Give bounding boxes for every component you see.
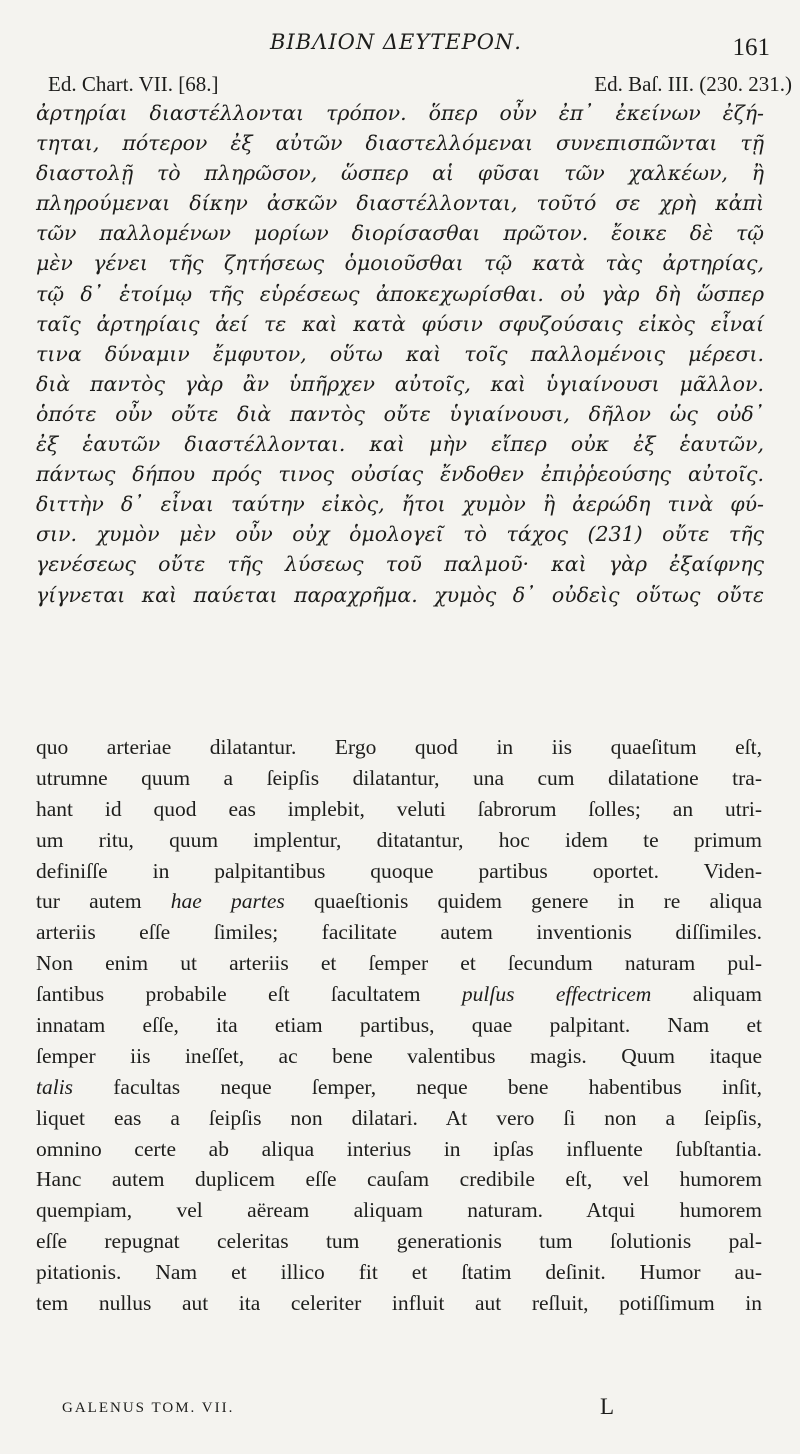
running-title: ΒΙΒΛΙΟΝ ΔΕΥΤΕΡΟΝ.	[270, 30, 522, 54]
latin-text-line	[36, 1041, 762, 1072]
greek-text-block	[36, 98, 764, 610]
latin-text-segment: aliquam	[651, 982, 762, 1007]
latin-text-segment: liquet eas a ſeipſis non dilatari. At vero ſi non a ſeipſis,	[36, 1105, 762, 1130]
greek-text-line: διὰ παντὸς γὰρ ἂν ὑπῆρχεν αὐτοῖς, καὶ ὑγιαίνουσι μᾶλλον.	[36, 371, 764, 396]
latin-text-line	[36, 1257, 762, 1288]
latin-text-line	[36, 917, 762, 948]
latin-text-segment: innatam eſſe, ita etiam partibus, quae palpitant. Nam et	[36, 1013, 762, 1038]
latin-text-line	[36, 1103, 762, 1134]
latin-text-segment: arteriis eſſe ſimiles; facilitate autem inventionis diſſimiles.	[36, 920, 762, 945]
latin-text-segment: Non enim ut arteriis et ſemper et ſecundum naturam pul-	[36, 951, 762, 976]
greek-text-line: γενέσεως οὔτε τῆς λύσεως τοῦ παλμοῦ· καὶ γὰρ ἐξαίφνης	[36, 552, 764, 577]
latin-text-line	[36, 794, 762, 825]
latin-text-line	[36, 825, 762, 856]
page-number: 161	[732, 34, 770, 61]
latin-text-line	[36, 1134, 762, 1165]
latin-text-line	[36, 763, 762, 794]
greek-text-line: σιν. χυμὸν μὲν οὖν οὐχ ὁμολογεῖ τὸ τάχος (231) οὔτε τῆς	[36, 522, 764, 547]
latin-italic-phrase: hae partes	[170, 889, 285, 914]
edition-basel-reference: Ed. Baſ. III. (230. 231.)	[594, 72, 792, 96]
latin-text-line	[36, 1195, 762, 1226]
greek-text-line: μὲν γένει τῆς ζητήσεως ὁμοιοῦσθαι τῷ κατὰ τὰς ἀρτηρίας,	[36, 251, 764, 276]
latin-text-segment: ſantibus probabile eſt ſacultatem	[36, 982, 462, 1007]
greek-text-line: πάντως δήπου πρός τινος οὐσίας ἔνδοθεν ἐπιῤῥεούσης αὐτοῖς.	[36, 462, 764, 487]
latin-text-segment: hant id quod eas implebit, veluti ſabrorum ſolles; an utri-	[36, 796, 762, 821]
latin-text-segment: tem nullus aut ita celeriter influit aut reſluit, potiſſimum in	[36, 1291, 762, 1316]
latin-text-segment: facultas neque ſemper, neque bene habentibus inſit,	[73, 1074, 762, 1099]
latin-text-segment: omnino certe ab aliqua interius in ipſas influente ſubſtantia.	[36, 1136, 762, 1161]
latin-text-segment: quaeſtionis quidem genere in re aliqua	[284, 889, 762, 914]
greek-text-line: ὁπότε οὖν οὔτε διὰ παντὸς οὔτε ὑγιαίνουσι, δῆλον ὡς οὐδ᾿	[36, 401, 764, 426]
greek-text-line: τινα δύναμιν ἔμφυτον, οὕτω καὶ τοῖς παλλομένοις μέρεσι.	[36, 341, 764, 366]
greek-text-line: διττὴν δ᾿ εἶναι ταύτην εἰκὸς, ἤτοι χυμὸν ἢ ἀερώδη τινὰ φύ-	[36, 492, 764, 517]
latin-text-segment: definiſſe in palpitantibus quoque partibus oportet. Viden-	[36, 858, 762, 883]
greek-text-line: ταῖς ἀρτηρίαις ἀεί τε καὶ κατὰ φύσιν σφυζούσαις εἰκὸς εἶναί	[36, 311, 764, 336]
latin-text-segment: Hanc autem duplicem eſſe cauſam credibile eſt, vel humorem	[36, 1167, 762, 1192]
latin-text-line	[36, 1226, 762, 1257]
latin-text-segment: quo arteriae dilatantur. Ergo quod in iis quaeſitum eſt,	[36, 735, 762, 759]
greek-text-line: ἀρτηρίαι διαστέλλονται τρόπον. ὅπερ οὖν ἐπ᾿ ἐκείνων ἐζή-	[36, 101, 764, 125]
edition-chartier-reference: Ed. Chart. VII. [68.]	[48, 72, 219, 96]
page-footer	[0, 1394, 800, 1428]
latin-text-line	[36, 1010, 762, 1041]
running-head	[0, 30, 800, 62]
latin-text-segment: ſemper iis ineſſet, ac bene valentibus magis. Quum itaque	[36, 1043, 762, 1068]
latin-text-segment: quempiam, vel aëream aliquam naturam. Atqui humorem	[36, 1198, 762, 1223]
latin-text-segment: pitationis. Nam et illico fit et ſtatim deſinit. Humor au-	[36, 1260, 762, 1285]
latin-italic-phrase: pulſus effectricem	[461, 982, 652, 1007]
latin-text-segment: um ritu, quum implentur, ditatantur, hoc idem te primum	[36, 827, 762, 852]
latin-text-line	[36, 1164, 762, 1195]
latin-text-line	[36, 856, 762, 887]
latin-text-line	[36, 948, 762, 979]
greek-text-line: διαστολῇ τὸ πληρῶσον, ὥσπερ αἱ φῦσαι τῶν χαλκέων, ἢ	[36, 161, 764, 186]
footer-signature-mark: L	[600, 1394, 615, 1419]
latin-translation-block	[36, 732, 762, 1319]
greek-text-line: τηται, πότερον ἐξ αὐτῶν διαστελλόμεναι συνεπισπῶνται τῇ	[36, 131, 764, 156]
latin-text-line	[36, 1072, 762, 1103]
greek-text-line: τῶν παλλομένων μορίων διορίσασθαι πρῶτον. ἔοικε δὲ τῷ	[36, 221, 764, 246]
footer-volume-label: GALENUS TOM. VII.	[62, 1400, 235, 1416]
greek-text-line: τῷ δ᾿ ἑτοίμῳ τῆς εὑρέσεως ἀποκεχωρίσθαι. οὐ γὰρ δὴ ὥσπερ	[36, 281, 764, 306]
greek-text-line: πληρούμεναι δίκην ἀσκῶν διαστέλλονται, τοῦτό σε χρὴ κἀπὶ	[36, 191, 764, 216]
greek-text-line: γίγνεται καὶ παύεται παραχρῆμα. χυμὸς δ᾿ οὐδεὶς οὕτως οὔτε	[36, 582, 764, 607]
greek-text-line: ἐξ ἑαυτῶν διαστέλλονται. καὶ μὴν εἴπερ οὐκ ἐξ ἑαυτῶν,	[36, 432, 764, 457]
latin-text-segment: utrumne quum a ſeipſis dilatantur, una cum dilatatione tra-	[36, 765, 762, 790]
latin-text-line	[36, 1288, 762, 1319]
latin-italic-phrase: talis	[36, 1074, 74, 1099]
latin-text-segment: eſſe repugnat celeritas tum generationis tum ſolutionis pal-	[36, 1229, 762, 1254]
latin-text-segment: tur autem	[36, 889, 171, 914]
latin-text-line	[36, 979, 762, 1010]
latin-text-line	[36, 732, 762, 763]
latin-text-line	[36, 886, 762, 917]
